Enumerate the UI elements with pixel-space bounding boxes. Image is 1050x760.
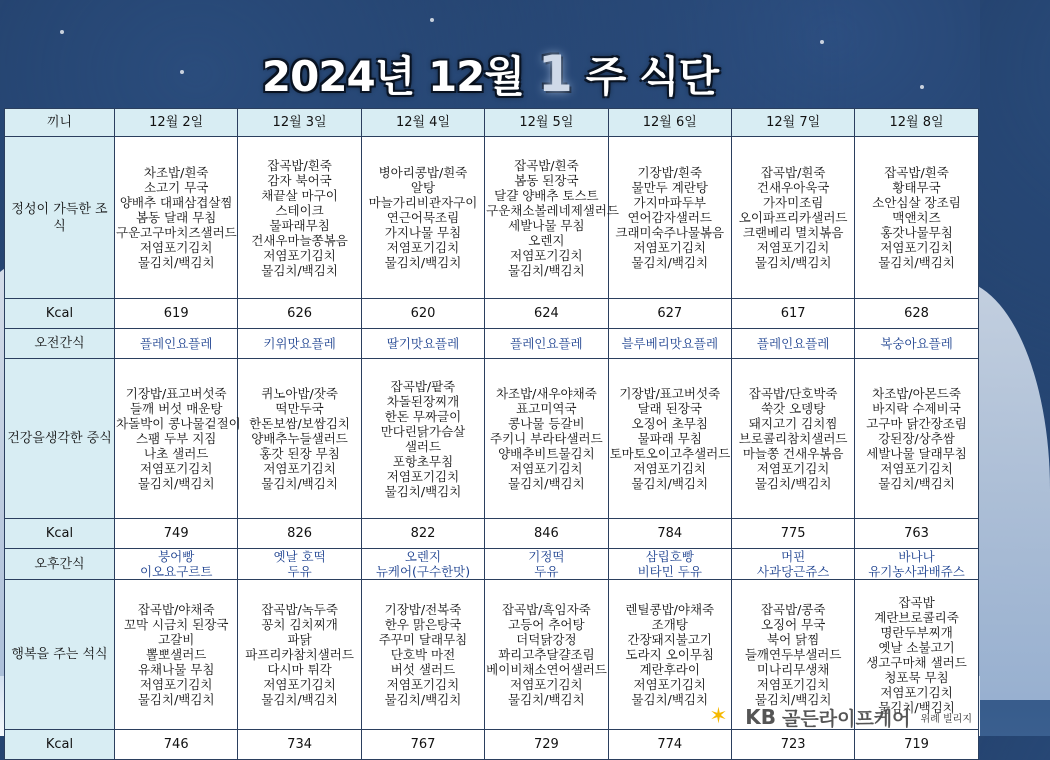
- star-icon: ✶: [709, 704, 728, 729]
- menu-item: 물김치/백김치: [508, 262, 585, 278]
- menu-item: 저염포기김치: [756, 677, 830, 692]
- menu-item: 저염포기김치: [880, 240, 953, 255]
- menu-cell: [361, 137, 484, 299]
- menu-item: 오렌지: [528, 232, 565, 248]
- menu-item: 양배추 대패삼겹살찜: [119, 195, 233, 210]
- menu-item: 봄동 된장국: [514, 172, 579, 188]
- kcal-value: 626: [238, 299, 361, 329]
- menu-item: 한우 맑은탕국: [384, 617, 462, 632]
- menu-item: 잡곡밥/흰죽: [267, 157, 332, 173]
- menu-item: 봄동 달래 무침: [135, 210, 217, 225]
- menu-item: 계란브로콜리죽: [874, 609, 959, 625]
- menu-item: 채끝살 마구이: [261, 187, 338, 203]
- menu-item: 더덕닭강정: [516, 632, 577, 647]
- menu-item: 파프리카참치샐러드: [245, 647, 354, 662]
- table-header-row: [5, 109, 979, 137]
- snack-item: 바나나: [898, 549, 935, 564]
- snowflake-icon: [60, 30, 64, 34]
- day-header: 12월 6일: [608, 109, 731, 137]
- menu-item: 양배추비트물김치: [498, 446, 595, 461]
- meal-row: [5, 137, 979, 299]
- kcal-value: 628: [855, 299, 978, 329]
- menu-item: 크래미숙주나물볶음: [615, 225, 725, 240]
- snack-item: 플레인요플레: [139, 336, 213, 351]
- menu-item: 저염포기김치: [756, 240, 830, 255]
- menu-item: 세발나물 무침: [508, 217, 585, 233]
- menu-item: 마늘쫑 건새우볶음: [742, 446, 844, 461]
- menu-item: 들깨연두부샐러드: [744, 647, 842, 662]
- menu-item: 베이비채소연어샐러드: [486, 662, 607, 677]
- menu-item: 차돌된장찌개: [386, 393, 460, 409]
- menu-item: 알탕: [410, 180, 436, 195]
- menu-cell: [485, 137, 619, 299]
- snack-cell: [608, 549, 731, 580]
- snack-cell: [485, 329, 608, 359]
- menu-item: 기장밥/흰죽: [637, 165, 703, 180]
- menu-item: 잡곡밥/녹두죽: [261, 602, 338, 617]
- menu-item: 간장돼지불고기: [627, 632, 713, 647]
- menu-item: 저염포기김치: [139, 240, 213, 255]
- menu-item: 생고구마채 샐러드: [866, 654, 967, 670]
- snack-cell: [731, 329, 854, 359]
- menu-item: 가지나물 무침: [384, 225, 462, 240]
- snack-item: 기정떡: [528, 549, 565, 564]
- weekly-menu-table: [4, 108, 979, 760]
- menu-item: 돼지고기 김치찜: [748, 416, 838, 431]
- snack-item: 복숭아요플레: [880, 336, 953, 351]
- menu-item: 물김치/백김치: [137, 255, 215, 270]
- menu-item: 잡곡밥/단호박죽: [748, 386, 838, 401]
- menu-item: 저염포기김치: [633, 461, 706, 476]
- menu-item: 물김치/백김치: [754, 255, 832, 270]
- page-title: [0, 44, 980, 108]
- day-header: 12월 3일: [238, 109, 361, 137]
- menu-item: 표고미역국: [516, 401, 577, 416]
- snack-item: 두유: [534, 564, 559, 579]
- menu-cell: [361, 359, 484, 519]
- menu-item: 주키니 부라타샐러드: [490, 431, 603, 446]
- menu-item: 저염포기김치: [633, 677, 706, 692]
- menu-item: 물김치/백김치: [754, 476, 832, 491]
- menu-item: 구운채소볼레네제샐러드: [486, 202, 619, 218]
- menu-item: 도라지 오이무침: [625, 647, 714, 662]
- menu-item: 오이파프리카샐러드: [738, 210, 848, 225]
- menu-item: 소고기 무국: [144, 180, 209, 195]
- menu-item: 물파래 무침: [637, 431, 702, 446]
- menu-item: 저염포기김치: [386, 677, 460, 692]
- kcal-value: 620: [361, 299, 484, 329]
- menu-item: 청포묵 무침: [884, 669, 949, 685]
- menu-item: 브로콜리참치샐러드: [738, 431, 848, 446]
- snack-item: 비타민 두유: [637, 564, 702, 579]
- snack-item: 옛날 호떡: [273, 549, 326, 564]
- menu-item: 물김치/백김치: [878, 255, 955, 270]
- menu-item: 병아리콩밥/흰죽: [378, 165, 468, 180]
- snack-item: 이오요구르트: [139, 564, 213, 579]
- menu-item: 물김치/백김치: [137, 692, 215, 707]
- row-label: Kcal: [5, 299, 115, 329]
- menu-item: 저염포기김치: [386, 240, 460, 255]
- snack-row: [5, 549, 979, 580]
- menu-item: 물김치/백김치: [137, 476, 215, 491]
- menu-item: 잡곡밥: [898, 594, 935, 610]
- snack-item: 머핀: [781, 549, 806, 564]
- menu-item: 저염포기김치: [139, 677, 213, 692]
- menu-item: 주꾸미 달래무침: [378, 632, 468, 647]
- menu-item: 건새우아욱국: [756, 180, 830, 195]
- menu-cell: [361, 580, 484, 730]
- snack-item: 플레인요플레: [756, 336, 830, 351]
- menu-item: 물만두 계란탕: [631, 180, 708, 195]
- snack-cell: [485, 549, 608, 580]
- menu-item: 홍갓나물무침: [880, 225, 953, 240]
- menu-item: 물김치/백김치: [878, 699, 955, 715]
- kcal-value: 749: [115, 519, 238, 549]
- menu-cell: [485, 359, 608, 519]
- menu-item: 기장밥/전복죽: [384, 602, 462, 617]
- snack-item: 두유: [287, 564, 312, 579]
- menu-item: 차돌박이 콩나물겉절이: [116, 416, 241, 431]
- snack-item: 삼립호빵: [645, 549, 694, 564]
- menu-item: 달걀 양배추 토스트: [494, 187, 599, 203]
- menu-item: 건새우마늘쫑볶음: [251, 232, 348, 248]
- menu-item: 물김치/백김치: [754, 692, 832, 707]
- menu-cell: [731, 359, 854, 519]
- menu-item: 콩나물 등갈비: [508, 416, 585, 431]
- day-header: 12월 8일: [855, 109, 978, 137]
- day-header: 12월 5일: [485, 109, 608, 137]
- menu-item: 쑥갓 오뎅탕: [760, 401, 826, 416]
- menu-item: 물김치/백김치: [261, 262, 338, 278]
- menu-item: 계란후라이: [639, 662, 700, 677]
- menu-item: 크랜베리 멸치볶음: [742, 225, 844, 240]
- menu-item: 잡곡밥/야채죽: [137, 602, 215, 617]
- menu-item: 가지마파두부: [633, 195, 706, 210]
- row-label: 행복을 주는 석식: [5, 580, 115, 730]
- menu-item: 세발나물 달래무침: [866, 446, 967, 461]
- menu-item: 저염포기김치: [386, 468, 460, 484]
- kcal-value: 617: [731, 299, 854, 329]
- snack-cell: [731, 549, 854, 580]
- menu-item: 물김치/백김치: [508, 476, 585, 491]
- menu-item: 저염포기김치: [633, 240, 706, 255]
- kcal-value: 619: [115, 299, 238, 329]
- menu-item: 저염포기김치: [510, 461, 583, 476]
- menu-cell: [238, 137, 361, 299]
- menu-item: 감자 북어국: [267, 172, 332, 188]
- menu-item: 강된장/상추쌈: [878, 431, 955, 446]
- snack-item: 오렌지: [404, 549, 442, 564]
- menu-item: 토마토오이고추샐러드: [609, 446, 731, 461]
- menu-cell: [115, 137, 238, 299]
- menu-item: 물김치/백김치: [384, 483, 462, 499]
- menu-item: 차조밥/새우야채죽: [495, 386, 597, 401]
- menu-item: 고등어 추어탕: [508, 617, 585, 632]
- menu-cell: [115, 580, 238, 730]
- kcal-value: 627: [608, 299, 731, 329]
- row-label: Kcal: [5, 519, 115, 549]
- menu-item: 꽁치 김치찌개: [261, 617, 338, 632]
- menu-item: 잡곡밥/흑임자죽: [501, 602, 591, 617]
- snowflake-icon: [430, 18, 434, 22]
- menu-item: 오징어 초무침: [631, 416, 708, 431]
- snack-item: 키위맛요플레: [263, 336, 336, 351]
- menu-item: 한돈보쌈/보쌈김치: [249, 416, 350, 431]
- menu-item: 물김치/백김치: [631, 255, 709, 270]
- menu-item: 잡곡밥/흰죽: [884, 165, 949, 180]
- menu-cell: [608, 137, 731, 299]
- menu-item: 물파래무침: [269, 217, 330, 233]
- menu-cell: [855, 359, 978, 519]
- menu-item: 물김치/백김치: [384, 255, 462, 270]
- snack-item: 유기농사과배쥬스: [868, 564, 965, 579]
- kcal-row: [5, 730, 979, 760]
- snack-cell: [115, 549, 238, 580]
- menu-item: 옛날 소불고기: [878, 639, 955, 655]
- menu-item: 한돈 무짜글이: [384, 408, 462, 424]
- day-header: 12월 4일: [361, 109, 484, 137]
- snack-item: 붕어빵: [158, 549, 195, 564]
- kcal-row: [5, 519, 979, 549]
- menu-item: 단호박 마전: [390, 647, 456, 662]
- snack-cell: [238, 329, 361, 359]
- logo-name: 골든라이프케어: [782, 707, 911, 730]
- snack-item: 뉴케어(구수한맛): [375, 564, 471, 579]
- menu-item: 저염포기김치: [510, 247, 583, 263]
- row-label: 정성이 가득한 조식: [5, 137, 115, 299]
- kcal-value: 775: [731, 519, 854, 549]
- menu-item: 물김치/백김치: [631, 692, 709, 707]
- snack-cell: [361, 329, 484, 359]
- menu-item: 저염포기김치: [880, 684, 953, 700]
- title-suffix: 주 식단: [585, 52, 719, 101]
- kcal-value: 746: [115, 730, 238, 760]
- kcal-value: 729: [485, 730, 608, 760]
- menu-item: 미나리무생채: [756, 662, 830, 677]
- snack-item: 딸기맛요플레: [386, 336, 460, 351]
- menu-item: 스팸 두부 지짐: [135, 431, 217, 446]
- menu-item: 물김치/백김치: [508, 692, 585, 707]
- menu-item: 기장밥/표고버섯죽: [619, 386, 721, 401]
- company-logo: [709, 704, 972, 730]
- menu-item: 떡만두국: [275, 401, 324, 416]
- menu-item: 바지락 수제비국: [872, 401, 961, 416]
- menu-item: 들깨 버섯 매운탕: [129, 401, 223, 416]
- menu-cell: [485, 580, 608, 730]
- title-week-number: 1: [537, 45, 572, 103]
- snack-row: [5, 329, 979, 359]
- menu-item: 저염포기김치: [139, 461, 213, 476]
- menu-item: 차조밥/흰죽: [143, 165, 209, 180]
- menu-item: 잡곡밥/콩죽: [760, 602, 826, 617]
- snack-item: 사과당근쥬스: [756, 564, 830, 579]
- menu-item: 달래 된장국: [637, 401, 702, 416]
- menu-item: 꼬막 시금치 된장국: [123, 617, 229, 632]
- snack-cell: [115, 329, 238, 359]
- snack-cell: [238, 549, 361, 580]
- logo-brand: KB: [745, 705, 777, 729]
- menu-item: 물김치/백김치: [878, 476, 955, 491]
- menu-item: 나초 샐러드: [144, 446, 209, 461]
- menu-item: 홍갓 된장 무침: [259, 446, 340, 461]
- menu-item: 물김치/백김치: [261, 692, 338, 707]
- menu-item: 황태무국: [892, 180, 941, 195]
- menu-item: 버섯 샐러드: [390, 662, 456, 677]
- kcal-value: 767: [361, 730, 484, 760]
- menu-item: 포항초무침: [392, 453, 454, 469]
- menu-cell: [238, 580, 361, 730]
- menu-item: 샐러드: [404, 438, 442, 454]
- menu-item: 물김치/백김치: [384, 692, 462, 707]
- menu-item: 유채나물 무침: [137, 662, 215, 677]
- menu-cell: [238, 359, 361, 519]
- row-label: Kcal: [5, 730, 115, 760]
- menu-item: 저염포기김치: [510, 677, 583, 692]
- row-label: 오후간식: [5, 549, 115, 580]
- menu-item: 기장밥/표고버섯죽: [125, 386, 227, 401]
- menu-item: 저염포기김치: [263, 677, 336, 692]
- menu-item: 저염포기김치: [263, 461, 336, 476]
- menu-item: 가자미조림: [762, 195, 824, 210]
- row-label: 오전간식: [5, 329, 115, 359]
- menu-cell: [115, 359, 241, 519]
- kcal-value: 723: [731, 730, 854, 760]
- menu-item: 잡곡밥/팥죽: [390, 378, 456, 394]
- menu-item: 만다린닭가슴살: [380, 423, 466, 439]
- menu-item: 구운고구마치즈샐러드: [116, 225, 237, 240]
- menu-item: 퀴노아밥/잣죽: [261, 386, 338, 401]
- menu-item: 조개탕: [651, 617, 688, 632]
- menu-item: 맥앤치즈: [892, 210, 941, 225]
- meal-row: [5, 359, 979, 519]
- menu-item: 저염포기김치: [880, 461, 953, 476]
- kcal-row: [5, 299, 979, 329]
- kcal-value: 784: [608, 519, 731, 549]
- menu-cell: [731, 137, 854, 299]
- snack-cell: [608, 329, 731, 359]
- snack-cell: [855, 549, 978, 580]
- menu-item: 다시마 튀각: [267, 662, 332, 677]
- menu-item: 물김치/백김치: [631, 476, 709, 491]
- menu-item: 명란두부찌개: [880, 624, 953, 640]
- kcal-value: 774: [608, 730, 731, 760]
- menu-item: 고구마 닭간장조림: [866, 416, 967, 431]
- snack-item: 플레인요플레: [510, 336, 583, 351]
- menu-item: 잡곡밥/흰죽: [760, 165, 826, 180]
- menu-item: 연어감자샐러드: [627, 210, 713, 225]
- kcal-value: 719: [855, 730, 978, 760]
- kcal-value: 624: [485, 299, 608, 329]
- day-header: 12월 2일: [115, 109, 238, 137]
- menu-item: 꽈리고추달걀조림: [498, 647, 595, 662]
- menu-item: 소안심살 장조림: [872, 195, 961, 210]
- kcal-value: 734: [238, 730, 361, 760]
- menu-cell: [608, 359, 731, 519]
- menu-cell: [855, 137, 978, 299]
- logo-sub: 위례 빌리지: [920, 713, 972, 725]
- menu-item: 양배추누들샐러드: [251, 431, 348, 446]
- kcal-value: 846: [485, 519, 608, 549]
- menu-item: 뽈뽀샐러드: [146, 647, 207, 662]
- menu-item: 저염포기김치: [263, 247, 336, 263]
- menu-item: 차조밥/아몬드죽: [872, 386, 961, 401]
- meal-column-header: 끼니: [5, 109, 115, 137]
- menu-item: 스테이크: [275, 202, 324, 218]
- day-header: 12월 7일: [731, 109, 854, 137]
- menu-item: 오징어 무국: [760, 617, 826, 632]
- kcal-value: 822: [361, 519, 484, 549]
- menu-item: 파닭: [287, 632, 312, 647]
- menu-item: 잡곡밥/흰죽: [514, 157, 579, 173]
- kcal-value: 826: [238, 519, 361, 549]
- snack-cell: [361, 549, 484, 580]
- title-prefix: 2024년 12월: [261, 52, 524, 101]
- menu-item: 물김치/백김치: [261, 476, 338, 491]
- row-label: 건강을생각한 중식: [5, 359, 115, 519]
- kcal-value: 763: [855, 519, 978, 549]
- snack-item: 블루베리맛요플레: [621, 336, 719, 351]
- menu-item: 마늘가리비관자구이: [368, 195, 478, 210]
- menu-item: 저염포기김치: [756, 461, 830, 476]
- snack-cell: [855, 329, 978, 359]
- menu-item: 북어 닭찜: [767, 632, 820, 647]
- menu-item: 렌틸콩밥/야채죽: [625, 602, 715, 617]
- menu-item: 고갈비: [158, 632, 195, 647]
- menu-item: 연근어묵조림: [386, 210, 460, 225]
